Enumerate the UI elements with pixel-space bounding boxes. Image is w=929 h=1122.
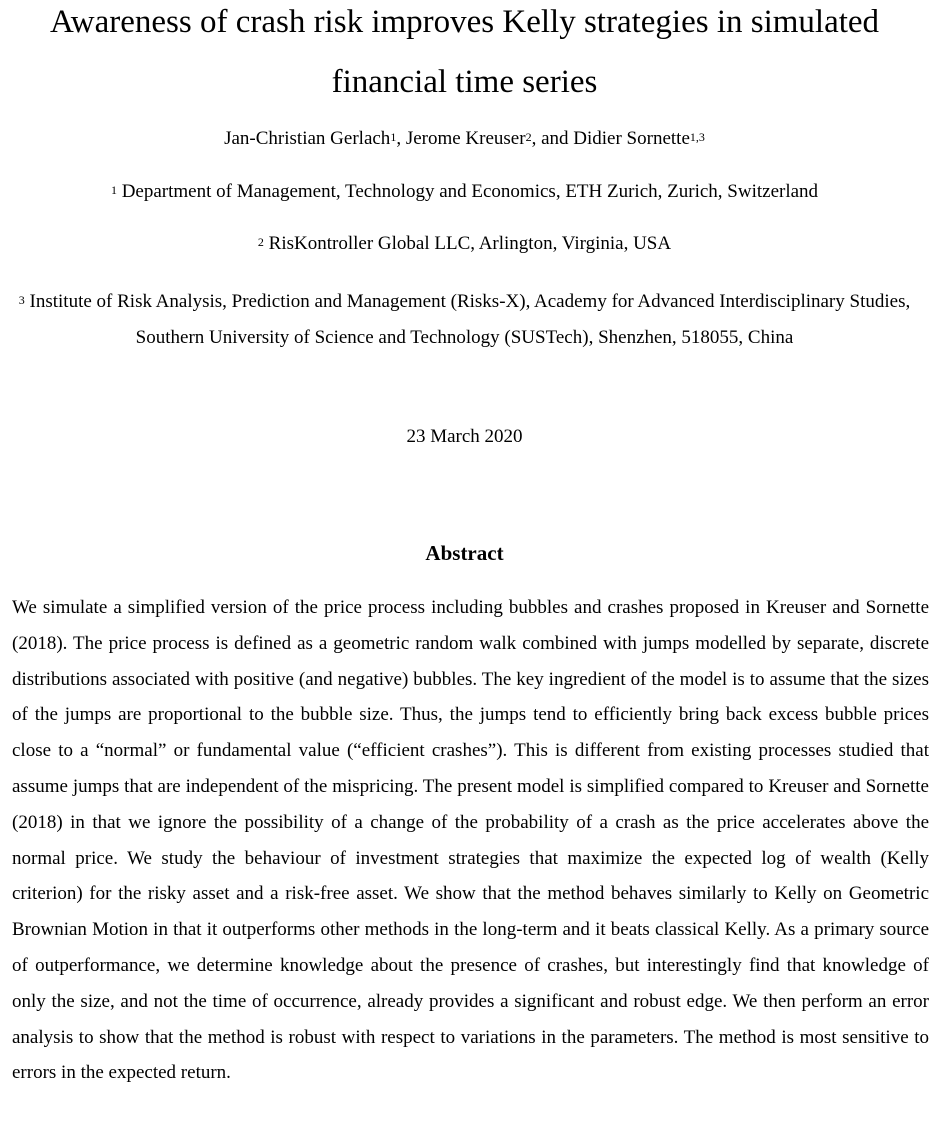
affiliation-mark: 3 <box>18 293 25 307</box>
abstract-text: We simulate a simplified version of the price process including bubbles and crashes proposed in Kreuser and Sornette (2018). The price process is defined as a geometric random walk combined with jumps modelled by separate, discrete distributions associated with positive (and negative) bubbles. The key ingredient of the model is to assume that the sizes of the jumps are proportional to the bubble size. Thus, the jumps tend to efficiently bring back excess bubble prices close to a “normal” or fundamental value (“efficient crashes”). This is different from existing processes studied that assume jumps that are independent of the mispricing. The present model is simplified compared to Kreuser and Sornette (2018) in that we ignore the possibility of a change of the probability of a crash as the price accelerates above the normal price. We study the behaviour of investment strategies that maximize the expected log of wealth (Kelly criterion) for the risky asset and a risk-free asset. We show that the method behaves similarly to Kelly on Geometric Brownian Motion in that it outperforms other methods in the long-term and it beats classical Kelly. As a primary source of outperformance, we determine knowledge about the presence of crashes, but interestingly find that knowledge of only the size, and not the time of occurrence, already provides a significant and robust edge. We then perform an error analysis to show that the method is robust with respect to variations in the parameters. The method is most sensitive to errors in the expected return. <box>12 597 929 1084</box>
affiliation-2 <box>0 231 929 257</box>
author-affiliation-mark: 1 <box>390 130 397 144</box>
affiliation-text: RisKontroller Global LLC, Arlington, Virginia, USA <box>268 233 672 254</box>
abstract-heading: Abstract <box>425 541 504 565</box>
affiliation-mark: 1 <box>110 183 117 197</box>
author-name: Jerome Kreuser <box>405 128 526 149</box>
author-affiliation-mark: 2 <box>525 130 532 144</box>
affiliation-text: Institute of Risk Analysis, Prediction and Management (Risks-X), Academy for Advanced Interdisciplinary Studies, Southern University of Science and Technology (SUSTech), Shenzhen, 518055, China <box>29 291 911 348</box>
paper-title-line2: financial time series <box>331 64 598 100</box>
author-list <box>0 126 929 152</box>
affiliation-text: Department of Management, Technology and Economics, ETH Zurich, Zurich, Switzerland <box>121 181 819 202</box>
paper-title <box>0 0 929 112</box>
paper-title-line1: Awareness of crash risk improves Kelly strategies in simulated <box>49 4 880 40</box>
affiliation-1 <box>0 179 929 205</box>
author-separator: , and <box>531 128 574 149</box>
author-name: Didier Sornette <box>573 128 690 149</box>
publication-date: 23 March 2020 <box>406 426 523 447</box>
author-affiliation-mark: 1,3 <box>689 130 705 144</box>
author-separator: , <box>396 128 406 149</box>
author-name: Jan-Christian Gerlach <box>224 128 391 149</box>
affiliation-mark: 2 <box>257 235 264 249</box>
affiliation-3 <box>0 284 929 356</box>
